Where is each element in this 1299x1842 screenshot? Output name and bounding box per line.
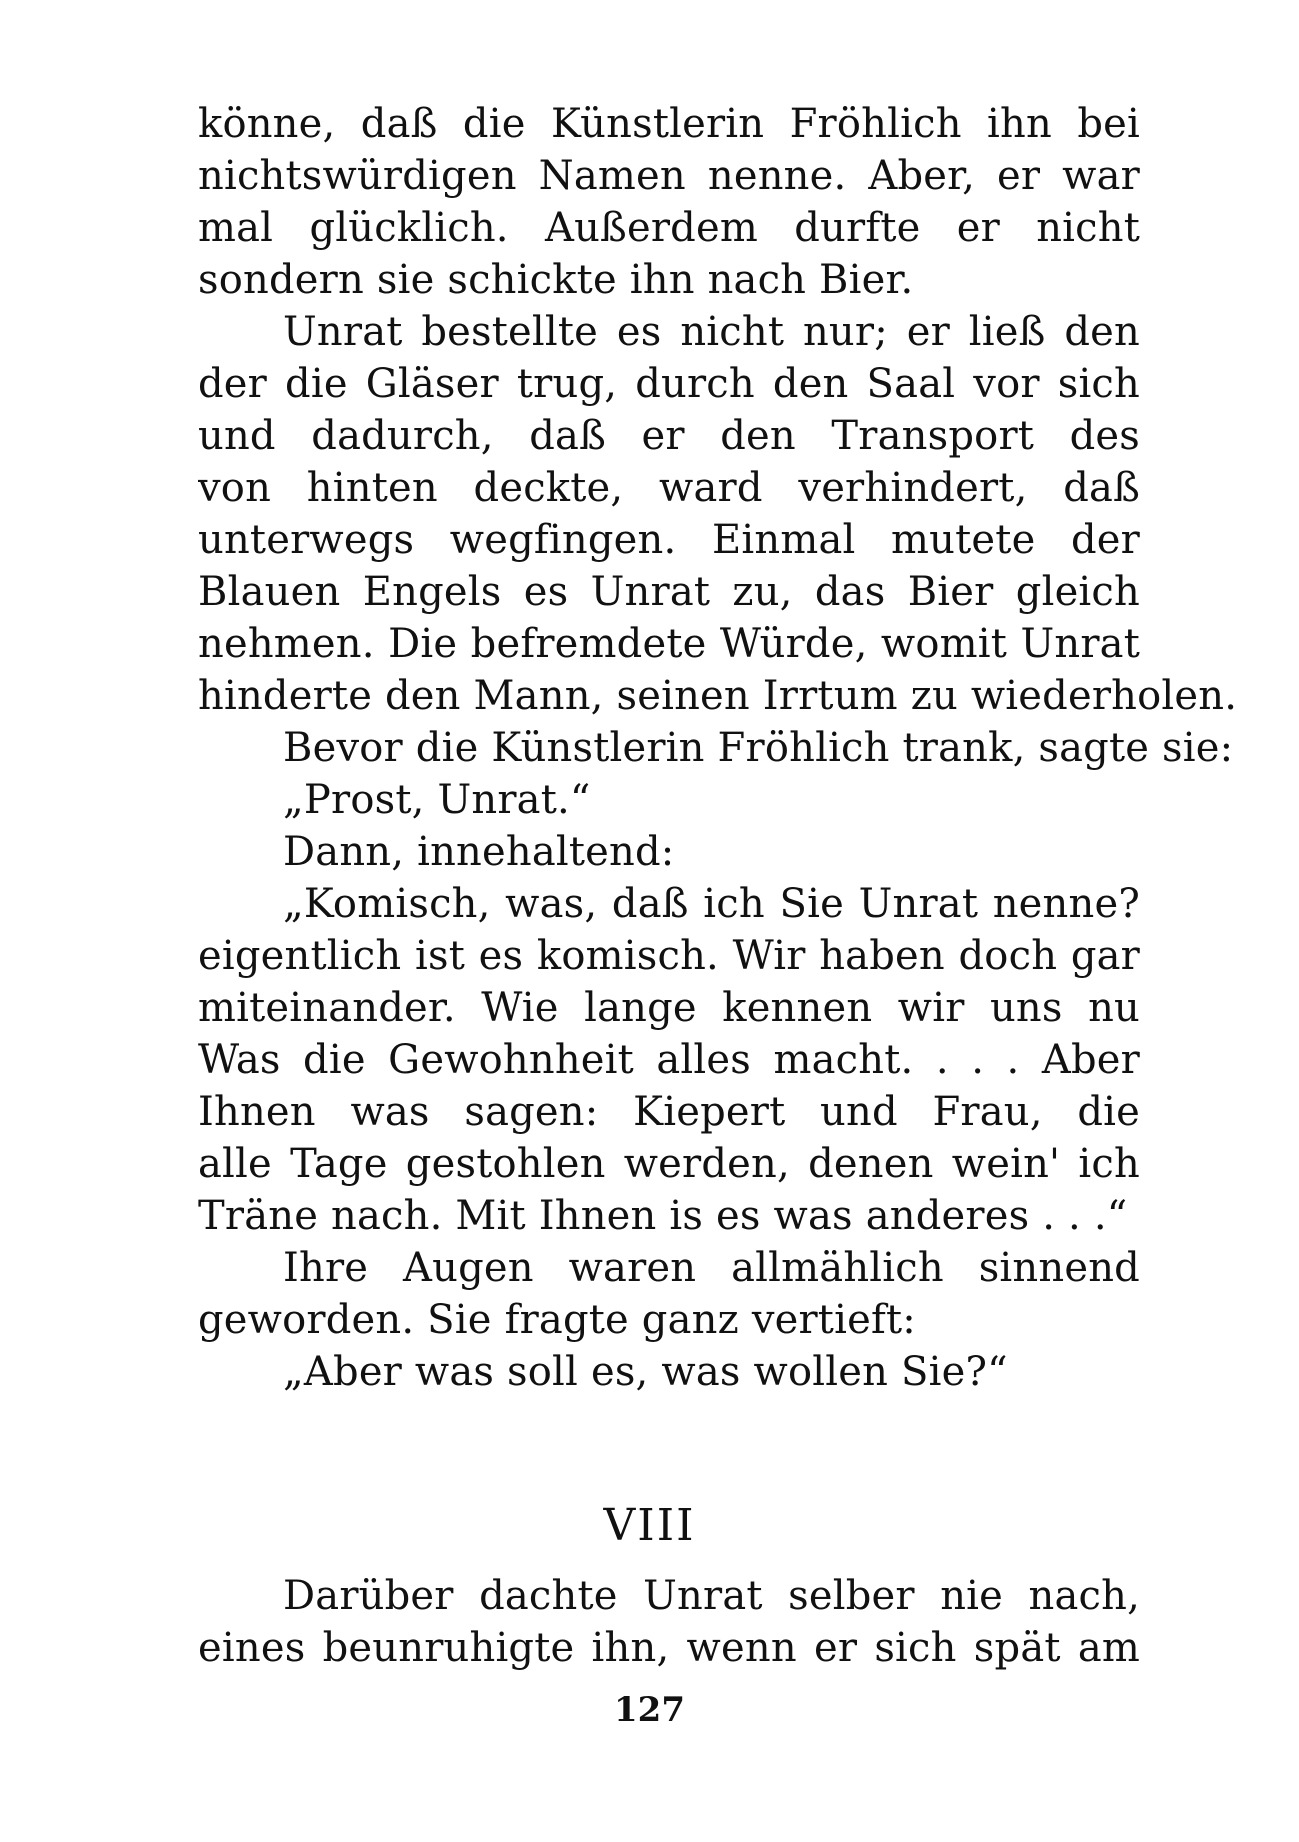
text-line: „Komisch, was, daß ich Sie Unrat nenne? [283,881,1140,927]
text-line: der die Gläser trug, durch den Saal vor sich [198,361,1140,407]
text-line: miteinander. Wie lange kennen wir uns nu [198,985,1140,1031]
text-line: Darüber dachte Unrat selber nie nach, [283,1573,1140,1619]
text-line: könne, daß die Künstlerin Fröhlich ihn bei [198,101,1140,147]
text-line: und dadurch, daß er den Transport des [198,413,1140,459]
text-line: hinderte den Mann, seinen Irrtum zu wiederholen. [198,673,1238,719]
page-number: 127 [614,1690,685,1730]
text-line: Ihre Augen waren allmählich sinnend [283,1245,1140,1291]
text-line: eines beunruhigte ihn, wenn er sich spät am [198,1625,1140,1671]
text-line: Unrat bestellte es nicht nur; er ließ den [283,309,1140,355]
text-line: mal glücklich. Außerdem durfte er nicht [198,205,1140,251]
text-line: „Aber was soll es, was wollen Sie?“ [283,1349,1008,1395]
body-text [198,98,1238,1398]
text-line: Träne nach. Mit Ihnen is es was anderes . . .“ [198,1193,1128,1239]
text-line: Dann, innehaltend: [283,829,675,875]
text-line: Ihnen was sagen: Kiepert und Frau, die [198,1089,1140,1135]
text-line: „Prost, Unrat.“ [283,777,591,823]
chapter-text [198,1570,1140,1674]
text-line: Blauen Engels es Unrat zu, das Bier gleich [198,569,1140,615]
text-line: unterwegs wegfingen. Einmal mutete der [198,517,1140,563]
text-line: alle Tage gestohlen werden, denen wein' ich [198,1141,1140,1187]
text-line: Bevor die Künstlerin Fröhlich trank, sagte sie: [283,725,1234,771]
chapter-heading: VIII [603,1500,696,1551]
text-line: Was die Gewohnheit alles macht. . . . Aber [198,1037,1140,1083]
text-line: nehmen. Die befremdete Würde, womit Unrat [198,621,1140,667]
text-line: sondern sie schickte ihn nach Bier. [198,257,914,303]
text-line: von hinten deckte, ward verhindert, daß [198,465,1140,511]
text-line: eigentlich ist es komisch. Wir haben doch gar [198,933,1140,979]
text-line: nichtswürdigen Namen nenne. Aber, er war [198,153,1140,199]
text-line: geworden. Sie fragte ganz vertieft: [198,1297,916,1343]
